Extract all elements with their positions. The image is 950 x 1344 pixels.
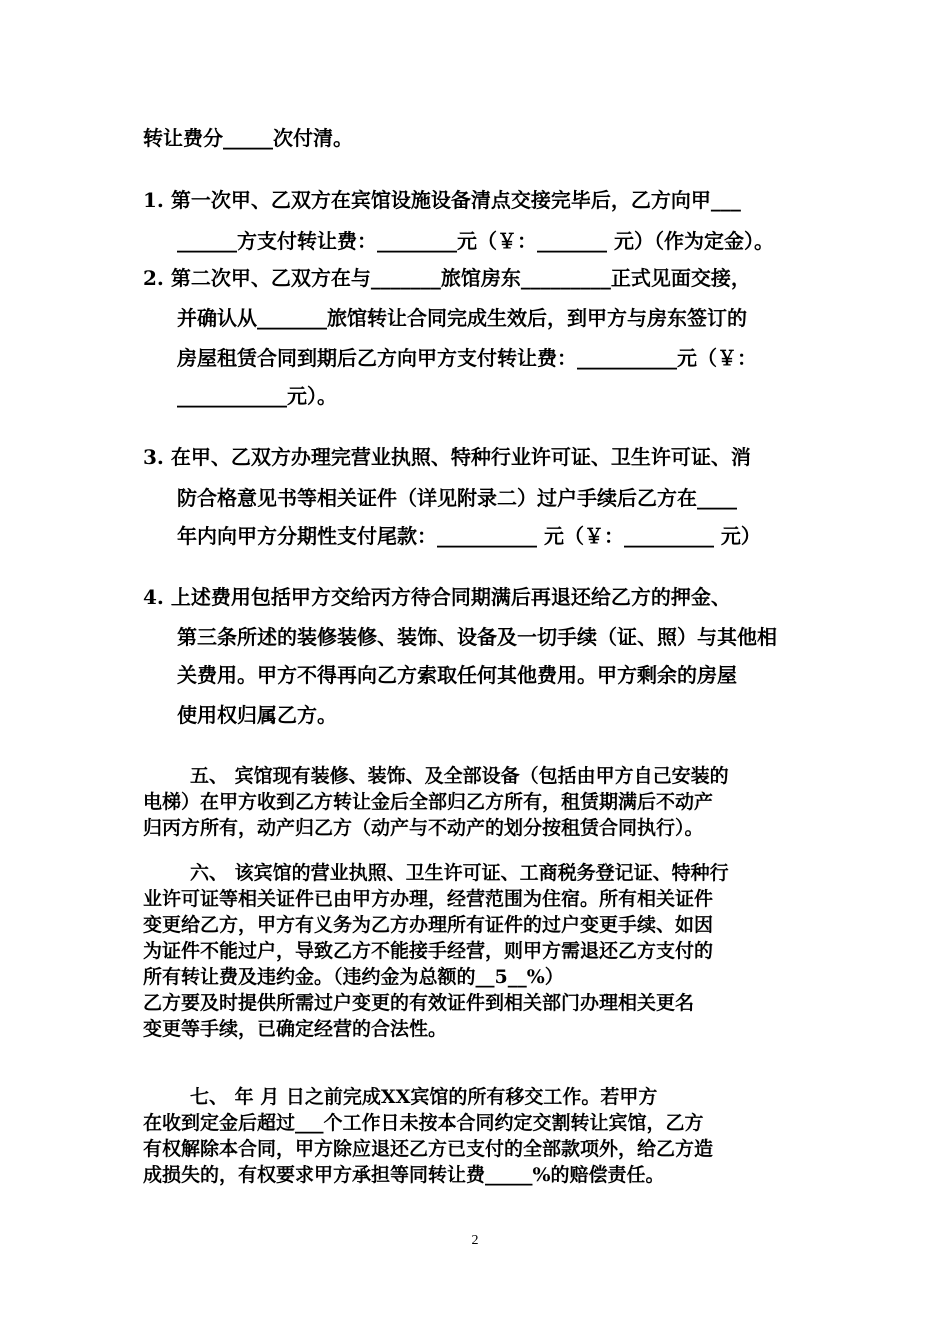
item-2-line-1: 2. 第二次甲、乙双方在与_______旅馆房东_________正式见面交接，: [143, 266, 751, 290]
section-7-line-3: 有权解除本合同，甲方除应退还乙方已支付的全部款项外，给乙方造: [143, 1138, 714, 1160]
intro-line: 转让费分_____次付清。: [143, 126, 353, 150]
section-5-line-3: 归丙方所有，动产归乙方（动产与不动产的划分按租赁合同执行）。: [143, 817, 704, 839]
section-7-line-1: 七、 年 月 日之前完成XX宾馆的所有移交工作。若甲方: [190, 1086, 658, 1108]
section-6-line-4: 为证件不能过户，导致乙方不能接手经营，则甲方需退还乙方支付的: [143, 940, 714, 962]
item-4-line-4: 使用权归属乙方。: [177, 703, 337, 727]
item-4-line-1: 4. 上述费用包括甲方交给丙方待合同期满后再退还给乙方的押金、: [143, 585, 731, 609]
section-6-line-2: 业许可证等相关证件已由甲方办理，经营范围为住宿。所有相关证件: [143, 888, 714, 910]
section-6-line-3: 变更给乙方，甲方有义务为乙方办理所有证件的过户变更手续、如因: [143, 914, 714, 936]
item-1-line-2: ______方支付转让费：________元（￥：_______ 元）（作为定金）。: [177, 229, 774, 253]
item-3-line-2: 防合格意见书等相关证件（详见附录二）过户手续后乙方在____: [177, 486, 737, 510]
item-3-line-3: 年内向甲方分期性支付尾款：__________ 元（￥：_________ 元）: [177, 524, 761, 548]
section-7-line-2: 在收到定金后超过___个工作日未按本合同约定交割转让宾馆，乙方: [143, 1112, 704, 1134]
section-6-line-7: 变更等手续，已确定经营的合法性。: [143, 1018, 448, 1040]
section-7-line-4: 成损失的，有权要求甲方承担等同转让费_____%的赔偿责任。: [143, 1164, 665, 1186]
item-2-line-4: ___________元）。: [177, 384, 337, 408]
section-6-line-6: 乙方要及时提供所需过户变更的有效证件到相关部门办理相关更名: [143, 992, 695, 1014]
item-4-line-3: 关费用。甲方不得再向乙方索取任何其他费用。甲方剩余的房屋: [177, 663, 737, 687]
item-2-line-2: 并确认从_______旅馆转让合同完成生效后，到甲方与房东签订的: [177, 306, 747, 330]
item-3-line-1: 3. 在甲、乙双方办理完营业执照、特种行业许可证、卫生许可证、消: [143, 445, 751, 469]
item-2-line-3: 房屋租赁合同到期后乙方向甲方支付转让费：__________元（￥：: [177, 346, 757, 370]
item-1-line-1: 1. 第一次甲、乙双方在宾馆设施设备清点交接完毕后，乙方向甲___: [143, 188, 741, 212]
item-4-line-2: 第三条所述的装修装修、装饰、设备及一切手续（证、照）与其他相: [177, 625, 777, 649]
section-6-line-5: 所有转让费及违约金。（违约金为总额的__5__%）: [143, 966, 564, 988]
section-5-line-1: 五、 宾馆现有装修、装饰、及全部设备（包括由甲方自己安装的: [190, 765, 729, 787]
section-6-line-1: 六、 该宾馆的营业执照、卫生许可证、工商税务登记证、特种行: [190, 862, 729, 884]
section-5-line-2: 电梯）在甲方收到乙方转让金后全部归乙方所有，租赁期满后不动产: [143, 791, 714, 813]
page-number: 2: [471, 1233, 479, 1248]
